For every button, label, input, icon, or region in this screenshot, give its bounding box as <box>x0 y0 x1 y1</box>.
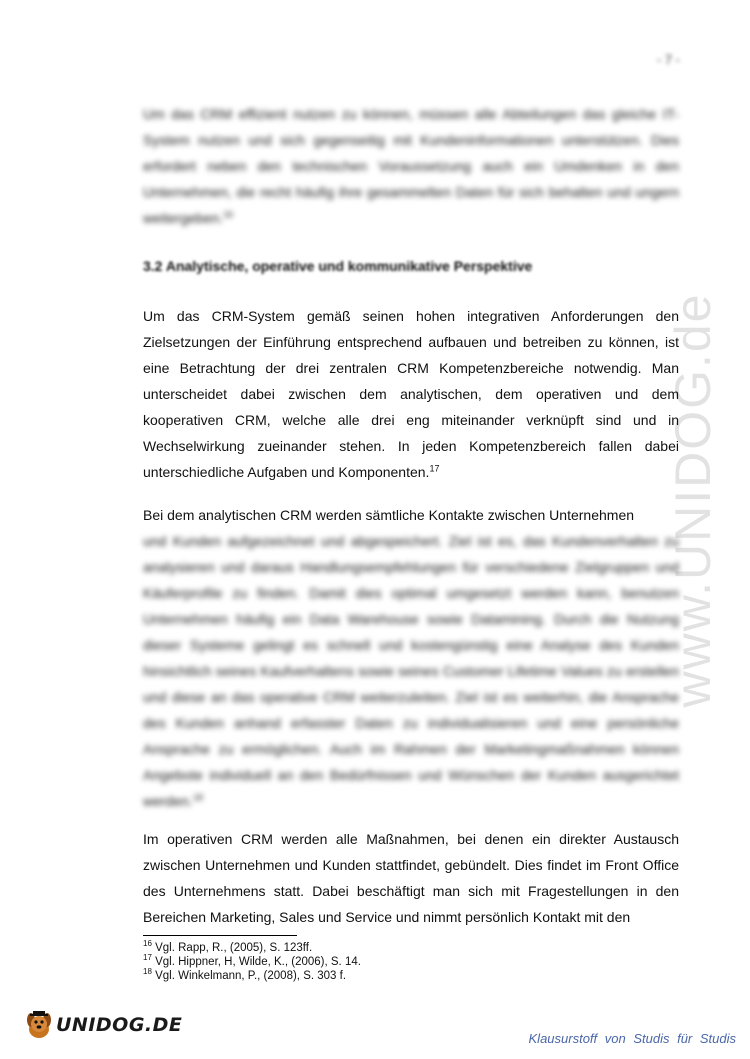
section-heading-text: 3.2 Analytische, operative und kommunikative Perspektive <box>143 258 533 274</box>
tagline: Klausurstoff von Studis für Studis <box>528 1031 736 1046</box>
footnote-ref-17: 17 <box>429 463 440 474</box>
footnotes <box>143 941 361 983</box>
footnote-17: $^{17}$ Vgl. Hippner, H, Wilde, K., (2006), S. 14. <box>143 953 361 968</box>
paragraph-3-first-line: Bei dem analytischen CRM werden sämtliche Kontakte zwischen Unternehmen <box>143 507 635 523</box>
unidog-logo <box>24 1010 182 1040</box>
watermark: www.UNIDOG.de <box>665 292 721 708</box>
footnote-ref-18: 18 <box>192 792 203 803</box>
paragraph-4 <box>143 826 679 930</box>
footnote-ref-16: 16 <box>223 209 234 220</box>
paragraph-4-text: Im operativen CRM werden alle Maßnahmen, bei denen ein direkter Austausch zwischen Unternehmen und Kunden stattfindet, gebündelt. Dies findet im Front Office des Unternehmens statt. Dabei beschäftigt man sich mit Fragestellungen in den Bereichen Marketing, Sales und Service und nimmt persönlich Kontakt mit den <box>143 831 679 925</box>
footnote-separator <box>143 935 297 936</box>
paragraph-1-text: Um das CRM effizient nutzen zu können, müssen alle Abteilungen das gleiche IT-System nutzen und sich gegenseitig mit Kundeninformationen unterstützen. Dies erfordert neben den technischen Voraussetzung auch ein Umdenken in den Unternehmen, die recht häufig ihre gesammelten Daten für sich behalten und ungern weitergeben. <box>143 106 679 226</box>
paragraph-1 <box>143 101 679 231</box>
footnote-18: $^{18}$ Vgl. Winkelmann, P., (2008), S. 303 f. <box>143 967 347 982</box>
paragraph-3 <box>143 502 679 814</box>
section-heading <box>143 256 679 276</box>
paragraph-2-text: Um das CRM-System gemäß seinen hohen integrativen Anforderungen den Zielsetzungen der Einführung entsprechend aufbauen und betreiben zu können, ist eine Betrachtung der drei zentralen CRM Kompetenzbereiche notwendig. Man unterscheidet dabei zwischen dem analytischen, dem operativen und dem kooperativen CRM, welche alle drei eng miteinander verknüpft sind und in Wechselwirkung zueinander stehen. In jeden Kompetenzbereich fallen dabei unterschiedliche Aufgaben und Komponenten. <box>143 308 679 480</box>
dog-icon <box>24 1010 54 1040</box>
logo-text: UNIDOG.DE <box>56 1014 183 1036</box>
page-number: - 7 - <box>656 52 680 67</box>
paragraph-2 <box>143 303 679 485</box>
footnote-16: $^{16}$ Vgl. Rapp, R., (2005), S. 123ff. <box>143 939 313 954</box>
paragraph-3-rest: und Kunden aufgezeichnet und abgespeichert. Ziel ist es, das Kundenverhalten zu analysieren und daraus Handlungsempfehlungen für verschiedene Zielgruppen und Käuferprofile zu finden. Damit dies optimal umgesetzt werden kann, benutzen Unternehmen häufig ein Data Warehouse sowie Datamining. Durch die Nutzung dieser Systeme gelingt es schnell und kostengünstig eine Analyse des Kunden hinsichtlich seines Kaufverhaltens sowie seines Customer Lifetime Values zu erstellen und diese an das operative CRM weiterzuleiten. Ziel ist es weiterhin, die Ansprache des Kunden anhand erfasster Daten zu individualisieren und eine persönliche Ansprache zu ermöglichen. Auch im Rahmen der Marketingmaßnahmen können Angebote individuell an den Bedürfnissen und Wünschen der Kunden ausgerichtet werden. <box>143 533 679 809</box>
